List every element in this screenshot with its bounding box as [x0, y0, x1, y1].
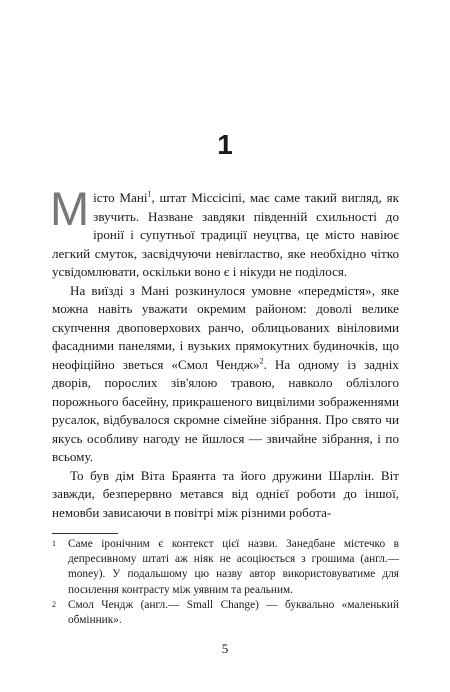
footnote-number: 1 — [52, 539, 56, 548]
footnote-number: 2 — [52, 599, 56, 609]
body-text — [50, 182, 400, 522]
footnote-ref-1: 1 — [147, 189, 152, 199]
paragraph-1-start: істо Мані — [93, 190, 148, 205]
paragraph-1 — [50, 182, 400, 282]
paragraph-3: То був дім Віта Браянта та його дружини Шарлін. Віт завжди, безперервно метався від однієї роботи до іншої, немовби зависаючи в повітрі між різними робота- — [52, 467, 399, 520]
paragraph-2 — [52, 282, 399, 467]
footnote-ref-2: 2 — [259, 356, 264, 366]
paragraph-2-start: На виїзді з Мані розкинулося умовне «передмістя», яке можна навіть уважати окремим районом: доволі велике скупчення двоповерхових ранчо, облицьованих вініловими фасадними панелями, і вузьких прямокутних будиночків, що неофіційно зветься «Смол Чендж» — [52, 282, 399, 372]
footnote-2 — [52, 598, 399, 628]
footnote-1 — [52, 537, 399, 598]
footnote-text: Смол Чендж (англ.— Small Change) — буквально «маленький обмінник». — [68, 598, 399, 627]
paragraph-2-rest: . На одному із задніх дворів, порослих зів'ялою травою, навколо облізлого порожнього басейну, прикрашеного вицвілими зображеннями русалок, відбувалося скромне сімейне зібрання. Про свято чи якусь особливу нагоду не йшлося — звичайне зібрання, і по всьому. — [52, 356, 399, 464]
footnotes — [52, 537, 399, 628]
footnote-divider — [52, 533, 118, 534]
chapter-number: 1 — [217, 129, 233, 160]
drop-cap: М — [50, 182, 90, 235]
paragraph-1-rest: , штат Міссісіпі, має саме такий вигляд, як звучить. Назване завдяки південній схильності до іронії і супутньої традиції неуцтва, це місто навіює легкий смуток, засвідчуючи невігластво, яке необхідно чітко усвідомлювати, оскільки воно є і нікуди не поділося. — [52, 190, 400, 279]
page-number: 5 — [221, 641, 229, 656]
footnote-text: Саме іронічним є контекст цієї назви. Занедбане містечко в депресивному штаті аж ніяк не асоціюється з грошима (англ.— money). У подальшому цю назву автор використовуватиме для посилення контрасту між уявним та реальним. — [68, 538, 399, 596]
